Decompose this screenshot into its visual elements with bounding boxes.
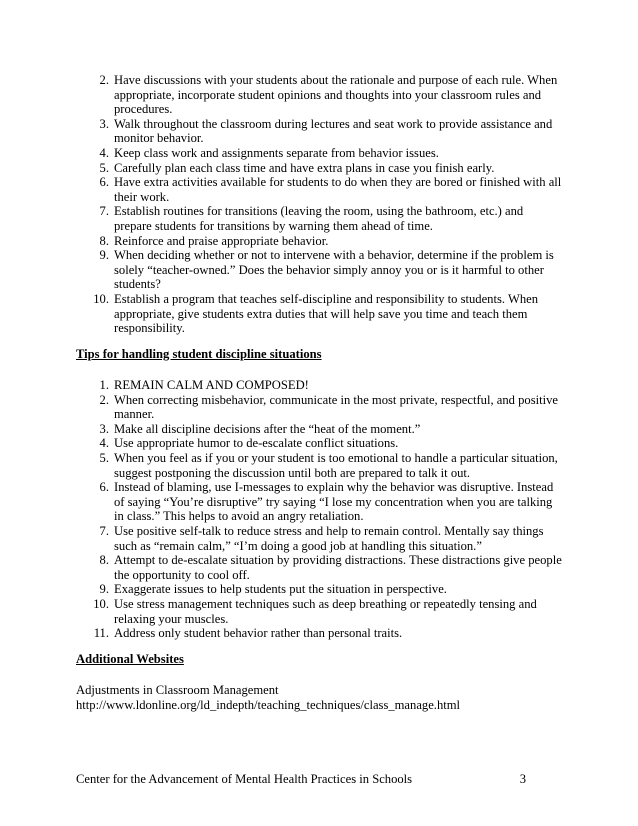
list-item-number: 9. (99, 582, 109, 597)
list-item-number: 3. (99, 421, 109, 436)
list-item-number: 3. (99, 116, 109, 131)
list-item (76, 480, 564, 524)
list-item (76, 553, 564, 582)
list-item-number: 2. (99, 73, 109, 87)
website-url-link[interactable]: http://www.ldonline.org/ld_indepth/teaching_techniques/class_manage.html (76, 698, 461, 712)
discipline-tips-list (76, 378, 564, 641)
list-item-text: Instead of blaming, use I-messages to explain why the behavior was disruptive. Instead of saying “You’re disruptive” try saying “I lose my concentration when you are talking in class.” This helps to avoid an angry retaliation. (114, 480, 554, 524)
website-title: Adjustments in Classroom Management (76, 683, 279, 697)
list-item (76, 582, 564, 597)
list-item (76, 73, 564, 117)
classroom-rules-list (76, 73, 564, 336)
list-item-text: Establish a program that teaches self-discipline and responsibility to students. When appropriate, give students extra duties that will help save you time and teach them responsibility. (114, 291, 539, 336)
list-item-text: Establish routines for transitions (leaving the room, using the bathroom, etc.) and prepare students for transitions by warning them ahead of time. (114, 204, 524, 233)
list-item-number: 7. (99, 523, 109, 538)
list-item-text: Attempt to de-escalate situation by providing distractions. These distractions give people the opportunity to cool off. (114, 553, 562, 582)
list-item-number: 7. (99, 204, 109, 219)
list-item (76, 234, 564, 249)
list-item (76, 597, 564, 626)
list-item-text: Keep class work and assignments separate from behavior issues. (114, 145, 439, 160)
list-item-text: Address only student behavior rather than personal traits. (114, 626, 403, 641)
list-item (76, 175, 564, 204)
list-item-text: Walk throughout the classroom during lectures and seat work to provide assistance and monitor behavior. (114, 116, 553, 146)
list-item-number: 8. (99, 553, 109, 568)
list-item-text: Reinforce and praise appropriate behavior. (114, 233, 329, 248)
list-item (76, 292, 564, 336)
list-item-number: 9. (99, 248, 109, 263)
list-item-text: Have extra activities available for students to do when they are bored or finished with all their work. (114, 175, 562, 204)
tips-section-heading: Tips for handling student discipline situations (76, 347, 322, 361)
list-item-text: Use appropriate humor to de-escalate conflict situations. (114, 436, 399, 451)
list-item-number: 10. (93, 596, 109, 611)
list-item-text: Make all discipline decisions after the “heat of the moment.” (114, 421, 421, 436)
list-item-number: 11. (93, 626, 109, 641)
list-item-number: 4. (99, 145, 109, 160)
list-item (76, 451, 564, 480)
list-item (76, 378, 564, 393)
list-item-number: 5. (99, 450, 109, 465)
list-item-text: When correcting misbehavior, communicate in the most private, respectful, and positive manner. (114, 392, 558, 422)
list-item-number: 5. (99, 160, 109, 175)
page-footer (76, 772, 526, 787)
list-item-number: 6. (99, 175, 109, 190)
list-item (76, 146, 564, 161)
list-item-text: When you feel as if you or your student is too emotional to handle a particular situation, suggest postponing the discussion until both are prepared to talk it out. (114, 450, 558, 480)
list-item-text: Use stress management techniques such as deep breathing or repeatedly tensing and relaxing your muscles. (114, 596, 537, 626)
list-item-text: Use positive self-talk to reduce stress and help to remain control. Mentally say things such as “remain calm,” “I’m doing a good job at handling this situation.” (114, 523, 544, 553)
list-item-number: 8. (99, 233, 109, 248)
footer-organization: Center for the Advancement of Mental Health Practices in Schools (76, 772, 413, 786)
list-item (76, 626, 564, 641)
list-item (76, 204, 564, 233)
list-item (76, 422, 564, 437)
list-item-text: Exaggerate issues to help students put the situation in perspective. (114, 582, 447, 597)
websites-section-heading: Additional Websites (76, 652, 184, 666)
list-item-number: 1. (99, 378, 109, 392)
list-item (76, 436, 564, 451)
list-item (76, 161, 564, 176)
list-item (76, 117, 564, 146)
list-item-number: 4. (99, 436, 109, 451)
list-item-number: 6. (99, 480, 109, 495)
list-item (76, 524, 564, 553)
list-item-text: Carefully plan each class time and have extra plans in case you finish early. (114, 160, 495, 175)
list-item-text: REMAIN CALM AND COMPOSED! (114, 378, 309, 392)
list-item-number: 10. (93, 291, 109, 306)
list-item-number: 2. (99, 392, 109, 407)
page-number: 3 (519, 772, 526, 786)
list-item (76, 248, 564, 292)
list-item-text: Have discussions with your students about the rationale and purpose of each rule. When appropriate, incorporate student opinions and thoughts into your classroom rules and procedures. (114, 73, 558, 117)
list-item (76, 393, 564, 422)
list-item-text: When deciding whether or not to intervene with a behavior, determine if the problem is solely “teacher-owned.” Does the behavior simply annoy you or is it harmful to other students? (114, 248, 554, 292)
